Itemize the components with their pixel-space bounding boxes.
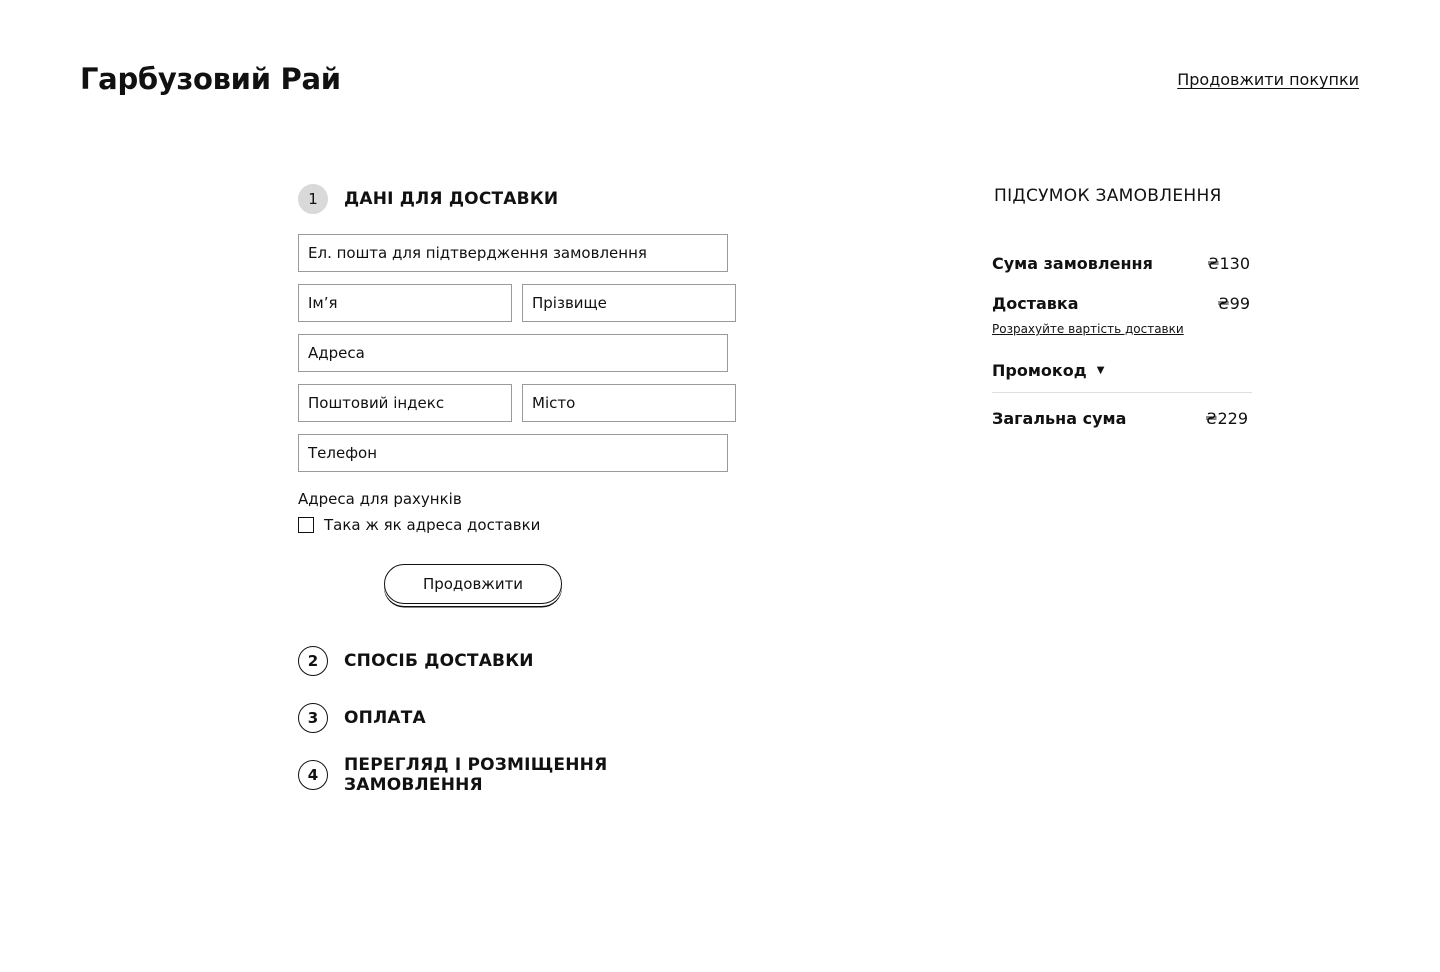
same-as-shipping-checkbox[interactable] xyxy=(298,517,314,533)
step-title: ПЕРЕГЛЯД І РОЗМІЩЕННЯ ЗАМОВЛЕННЯ xyxy=(344,755,608,795)
total-label: Загальна сума xyxy=(992,409,1127,428)
order-summary xyxy=(992,186,1252,428)
caret-down-icon: ▼ xyxy=(1096,365,1105,376)
step-title: ДАНІ ДЛЯ ДОСТАВКИ xyxy=(344,189,559,209)
last-name-field[interactable] xyxy=(522,284,736,322)
subtotal-value: ₴130 xyxy=(1207,254,1250,273)
step-title: ОПЛАТА xyxy=(344,708,426,728)
brand-logo[interactable]: Гарбузовий Рай xyxy=(80,62,341,96)
postal-code-field[interactable] xyxy=(298,384,512,422)
shipping-row xyxy=(992,294,1252,313)
step-number-badge: 2 xyxy=(298,646,328,676)
email-field[interactable] xyxy=(298,234,728,272)
city-field[interactable] xyxy=(522,384,736,422)
same-as-shipping-option[interactable] xyxy=(298,516,728,534)
checkout-steps xyxy=(298,184,728,795)
first-name-field[interactable] xyxy=(298,284,512,322)
step-number-badge: 3 xyxy=(298,703,328,733)
step-review-place-order xyxy=(298,755,728,795)
continue-shopping-link[interactable]: Продовжити покупки xyxy=(1177,70,1359,89)
step-number-badge: 4 xyxy=(298,760,328,790)
shipping-form xyxy=(298,234,728,472)
step-title: СПОСІБ ДОСТАВКИ xyxy=(344,651,534,671)
total-value: ₴229 xyxy=(1205,409,1248,428)
step-payment xyxy=(298,703,728,733)
phone-field[interactable] xyxy=(298,434,728,472)
shipping-value: ₴99 xyxy=(1217,294,1250,313)
calculate-shipping-link[interactable]: Розрахуйте вартість доставки xyxy=(992,322,1184,336)
step-shipping-details xyxy=(298,184,728,214)
step-delivery-method xyxy=(298,646,728,676)
same-as-shipping-label[interactable]: Така ж як адреса доставки xyxy=(324,516,541,534)
total-row xyxy=(992,409,1252,428)
shipping-label: Доставка xyxy=(992,294,1079,313)
continue-button[interactable]: Продовжити xyxy=(384,564,562,604)
summary-title: ПІДСУМОК ЗАМОВЛЕННЯ xyxy=(994,186,1222,206)
subtotal-row xyxy=(992,254,1252,273)
billing-address-label: Адреса для рахунків xyxy=(298,490,462,508)
address-field[interactable] xyxy=(298,334,728,372)
subtotal-label: Сума замовлення xyxy=(992,254,1153,273)
promo-code-toggle[interactable] xyxy=(992,361,1252,393)
promo-code-label: Промокод xyxy=(992,361,1087,380)
step-number-badge: 1 xyxy=(298,184,328,214)
